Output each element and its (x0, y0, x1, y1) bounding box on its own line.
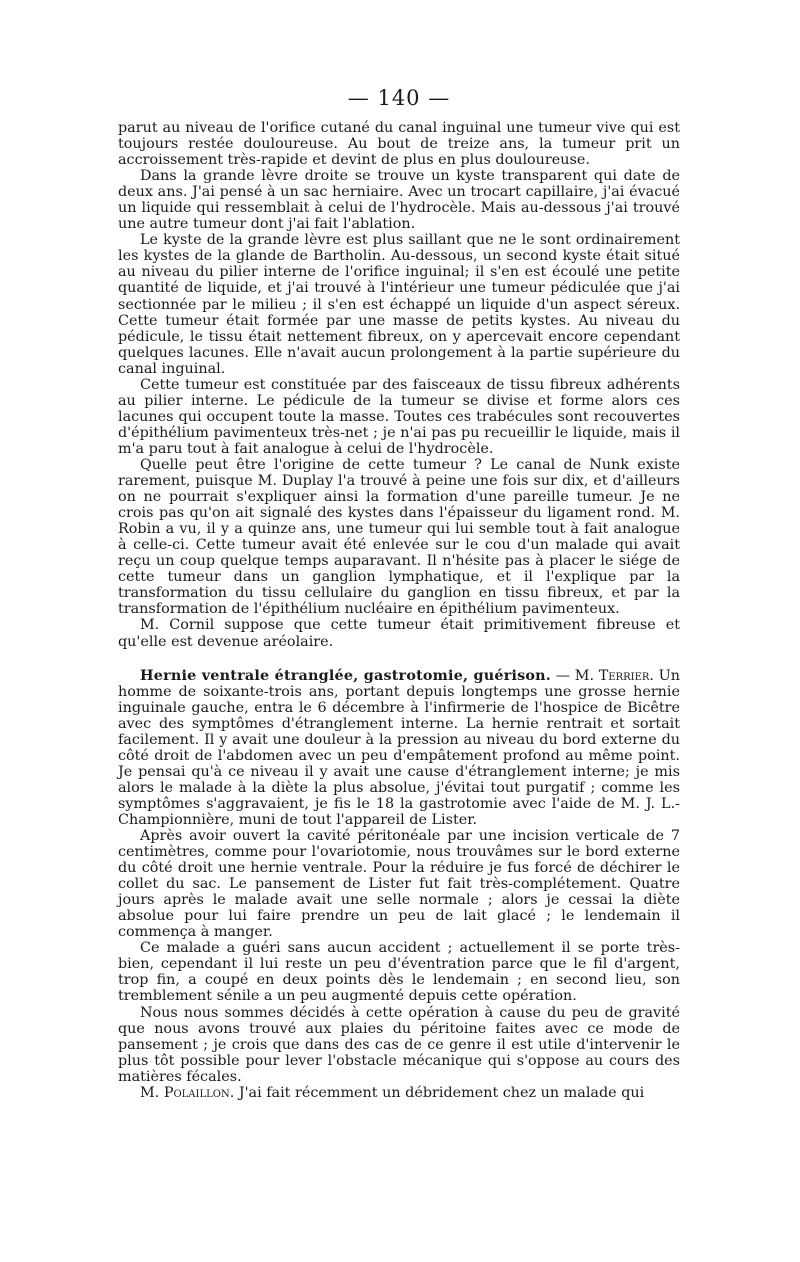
paragraph-origine-tumeur: Quelle peut être l'origine de cette tumeur ? Le canal de Nunk existe rarement, puisque M. Duplay l'a trouvé à peine une fois sur dix, et d'ailleurs on ne pourrait s'expliquer ainsi la formation d'une pareille tumeur. Je ne crois pas qu'on ait signalé des kystes dans l'épaisseur du ligament rond. M. Robin a vu, il y a quinze ans, une tumeur qui lui semble tout à fait analogue à celle-ci. Cette tumeur avait été enlevée sur le cou d'un malade qui avait reçu un coup quelque temps auparavant. Il n'hésite pas à placer le siége de cette tumeur dans un ganglion lymphatique, et il l'explique par la transformation du tissu cellulaire du ganglion en tissu fibreux, et par la transformation de l'épithélium nucléaire en épithélium pavimenteux. (118, 456, 680, 618)
paragraph-decision: Nous nous sommes décidés à cette opération à cause du peu de gravité que nous avons trouvé aux plaies du péritoine faites avec ce mode de pansement ; je crois que dans des cas de ce genre il est utile d'intervenir le plus tôt possible pour lever l'obstacle mécanique qui s'oppose au cours des matières fécales. (118, 1004, 680, 1085)
paragraph-incision: Après avoir ouvert la cavité péritonéale par une incision verticale de 7 centimètres, comme pour l'ovariotomie, nous trouvâmes sur le bord externe du côté droit une hernie ventrale. Pour la réduire je fus forcé de déchirer le collet du sac. Le pansement de Lister fut fait très-complétement. Quatre jours après le malade avait une selle normale ; alors je cessai la diète absolue pour lui faire prendre un peu de lait glacé ; le lendemain il commença à manger. (118, 828, 680, 941)
paragraph-cornil: M. Cornil suppose que cette tumeur était primitivement fibreuse et qu'elle est devenue aréolaire. (118, 617, 680, 650)
speaker-prefix: M. (140, 1084, 164, 1101)
author-name: Terrier. (598, 667, 654, 684)
paragraph-polaillon (118, 1085, 680, 1101)
paragraph-continuation: parut au niveau de l'orifice cutané du canal inguinal une tumeur vive qui est toujours restée douloureuse. Au bout de treize ans, la tumeur prit un accroissement très-rapide et devint de plus en plus douloureuse. (118, 120, 680, 169)
paragraph-kyste-bartholin: Le kyste de la grande lèvre est plus saillant que ne le sont ordinairement les kystes de la glande de Bartholin. Au-dessous, un second kyste était situé au niveau du pilier interne de l'orifice inguinal; il s'en est écoulé une petite quantité de liquide, et j'ai trouvé à l'intérieur une tumeur pédiculée que j'ai sectionnée par le milieu ; il s'en est échappé un liquide d'un aspect séreux. Cette tumeur était formée par une masse de petits kystes. Au niveau du pédicule, le tissu était nettement fibreux, on y apercevait encore cependant quelques lacunes. Elle n'avait aucun prolongement à la partie supérieure du canal inguinal. (118, 232, 680, 377)
paragraph-guerison: Ce malade a guéri sans aucun accident ; actuellement il se porte très-bien, cependant il lui reste un peu d'éventration parce que le fil d'argent, trop fin, a coupé en deux points dès le lendemain ; en second lieu, son tremblement sénile a un peu augmenté depuis cette opération. (118, 940, 680, 1005)
section-divider (118, 650, 680, 668)
document-page (118, 86, 680, 1101)
author-prefix: — M. (551, 667, 599, 684)
speaker-name: Polaillon. (163, 1084, 235, 1101)
page-number: — 140 — (347, 86, 451, 110)
section-title: Hernie ventrale étranglée, gastrotomie, guérison. (140, 667, 552, 684)
section-first-text: Un homme de soixante-trois ans, portant depuis longtemps une grosse hernie inguinale gauche, entra le 6 décembre à l'infirmerie de l'hospice de Bicêtre avec des symptômes d'étranglement interne. La hernie rentrait et sortait facilement. Il y avait une douleur à la pression au niveau du bord externe du côté droit de l'abdomen avec un peu d'empâtement profond au même point. Je pensai qu'à ce niveau il y avait une cause d'étranglement interne; je mis alors le malade à la diète la plus absolue, j'évitai tout purgatif ; comme les symptômes s'aggravaient, je fis le 18 la gastrotomie avec l'aide de M. J. L.-Championnière, muni de tout l'appareil de Lister. (118, 667, 680, 828)
speaker-text: J'ai fait récemment un débridement chez un malade qui (234, 1084, 645, 1101)
paragraph-kyste-levre: Dans la grande lèvre droite se trouve un kyste transparent qui date de deux ans. J'ai pensé à un sac herniaire. Avec un trocart capillaire, j'ai évacué un liquide qui ressemblait à celui de l'hydrocèle. Mais au-dessous j'ai trouvé une autre tumeur dont j'ai fait l'ablation. (118, 168, 680, 233)
paragraph-tumeur-constituee: Cette tumeur est constituée par des faisceaux de tissu fibreux adhérents au pilier interne. Le pédicule de la tumeur se divise et forme alors ces lacunes qui occupent toute la masse. Toutes ces trabécules sont recouvertes d'épithélium pavimenteux très-net ; je n'ai pas pu recueillir le liquide, mais il m'a paru tout à fait analogue à celui de l'hydrocèle. (118, 376, 680, 457)
section-hernie-ventrale (118, 668, 680, 828)
